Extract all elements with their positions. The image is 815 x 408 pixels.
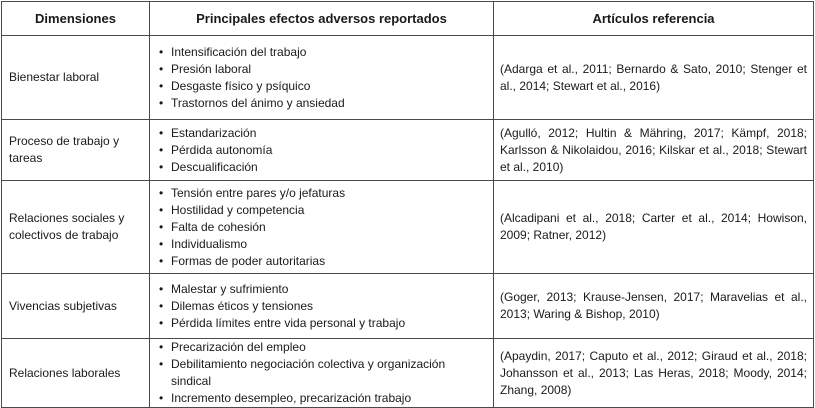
- table-row: [2, 339, 814, 408]
- table-row: [2, 274, 814, 339]
- effects-list: [157, 185, 487, 270]
- effect-item: • Pérdida autonomía: [157, 142, 487, 159]
- effects-cell: [150, 181, 494, 274]
- dimension-cell: Vivencias subjetivas: [2, 274, 150, 339]
- references-cell: (Apaydin, 2017; Caputo et al., 2012; Giraud et al., 2018; Johansson et al., 2013; Las Heras, 2018; Moody, 2014; Zhang, 2008): [494, 339, 814, 408]
- table-row: [2, 120, 814, 181]
- effects-list: [157, 125, 487, 176]
- effects-cell: [150, 339, 494, 408]
- header-references: Artículos referencia: [494, 2, 814, 36]
- effects-cell: [150, 120, 494, 181]
- effect-item: • Estandarización: [157, 125, 487, 142]
- dimension-cell: Bienestar laboral: [2, 36, 150, 120]
- effect-item: • Precarización del empleo: [157, 339, 487, 356]
- effect-item: • Individualismo: [157, 236, 487, 253]
- table-header-row: [2, 2, 814, 36]
- effect-item: • Malestar y sufrimiento: [157, 281, 487, 298]
- effect-item: • Descualificación: [157, 159, 487, 176]
- effects-list: [157, 339, 487, 407]
- effect-item: • Debilitamiento negociación colectiva y organización sindical: [157, 356, 487, 390]
- dimension-cell: Relaciones laborales: [2, 339, 150, 408]
- effect-item: • Intensificación del trabajo: [157, 44, 487, 61]
- effect-item: • Presión laboral: [157, 61, 487, 78]
- effects-list: [157, 281, 487, 332]
- effect-item: • Falta de cohesión: [157, 219, 487, 236]
- effects-cell: [150, 36, 494, 120]
- dimension-cell: Proceso de trabajo y tareas: [2, 120, 150, 181]
- effect-item: • Pérdida límites entre vida personal y trabajo: [157, 315, 487, 332]
- references-cell: (Alcadipani et al., 2018; Carter et al., 2014; Howison, 2009; Ratner, 2012): [494, 181, 814, 274]
- effect-item: • Trastornos del ánimo y ansiedad: [157, 95, 487, 112]
- references-cell: (Agulló, 2012; Hultin & Mähring, 2017; Kämpf, 2018; Karlsson & Nikolaidou, 2016; Kilskar et al., 2018; Stewart et al., 2010): [494, 120, 814, 181]
- effect-item: • Hostilidad y competencia: [157, 202, 487, 219]
- dimension-cell: Relaciones sociales y colectivos de trabajo: [2, 181, 150, 274]
- adverse-effects-table: [1, 1, 814, 408]
- effect-item: • Incremento desempleo, precarización trabajo: [157, 390, 487, 407]
- effects-list: [157, 44, 487, 112]
- adverse-effects-table-container: [1, 1, 813, 408]
- effect-item: • Formas de poder autoritarias: [157, 253, 487, 270]
- header-dimensions: Dimensiones: [2, 2, 150, 36]
- table-row: [2, 36, 814, 120]
- references-cell: (Goger, 2013; Krause-Jensen, 2017; Maravelias et al., 2013; Waring & Bishop, 2010): [494, 274, 814, 339]
- header-effects: Principales efectos adversos reportados: [150, 2, 494, 36]
- references-cell: (Adarga et al., 2011; Bernardo & Sato, 2010; Stenger et al., 2014; Stewart et al., 2016): [494, 36, 814, 120]
- effect-item: • Desgaste físico y psíquico: [157, 78, 487, 95]
- effects-cell: [150, 274, 494, 339]
- effect-item: • Tensión entre pares y/o jefaturas: [157, 185, 487, 202]
- table-row: [2, 181, 814, 274]
- effect-item: • Dilemas éticos y tensiones: [157, 298, 487, 315]
